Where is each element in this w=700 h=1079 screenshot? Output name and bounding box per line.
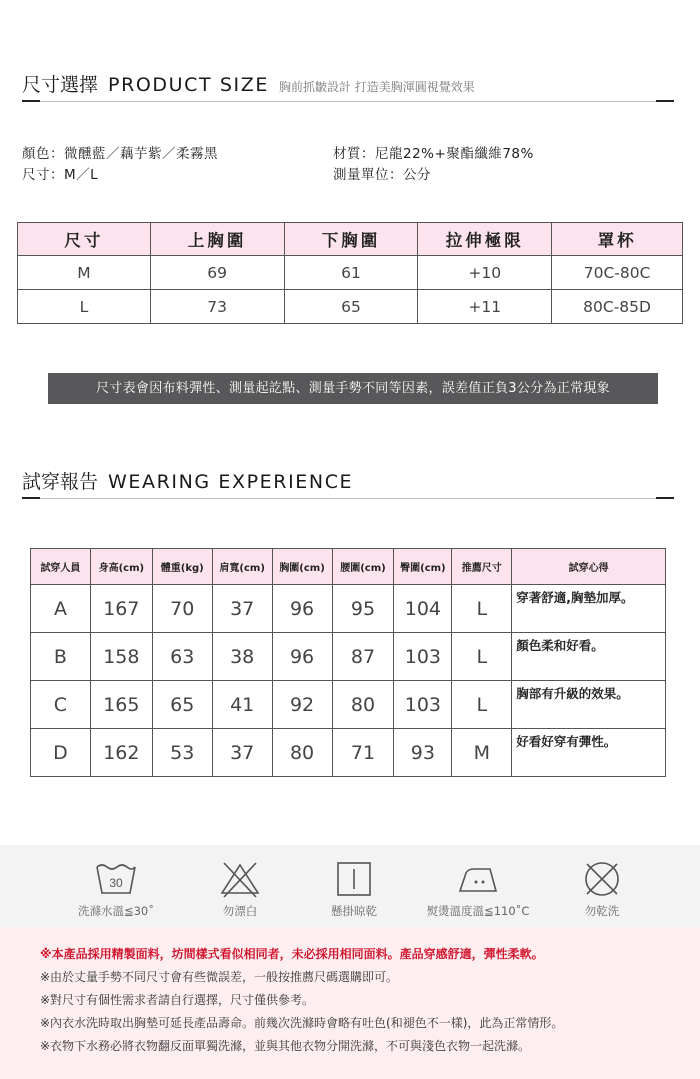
wear-header-cell: 試穿心得 — [512, 549, 666, 585]
table-row — [31, 681, 666, 729]
size-section-subtitle: 胸前抓皺設計 打造美胸渾圓視覺效果 — [278, 80, 475, 94]
wear-table-header-row — [31, 549, 666, 585]
table-cell: 65 — [284, 290, 418, 324]
table-cell: 92 — [272, 681, 332, 729]
table-cell: 96 — [272, 585, 332, 633]
table-row — [31, 633, 666, 681]
wash-temp-label: 30 — [109, 876, 123, 890]
table-cell: 87 — [332, 633, 394, 681]
table-cell: A — [31, 585, 91, 633]
divider-cap-left — [22, 497, 40, 499]
spec-unit: 測量單位：公分 — [333, 167, 431, 183]
table-cell-comment: 穿著舒適,胸墊加厚。 — [512, 585, 666, 633]
table-cell: 80C-85D — [552, 290, 683, 324]
table-cell: 37 — [212, 729, 272, 777]
wear-header-cell: 推薦尺寸 — [452, 549, 512, 585]
size-section-header — [22, 70, 674, 97]
note-line: ※衣物下水務必將衣物翻反面單獨洗滌，並與其他衣物分開洗滌，不可與淺色衣物一起洗滌。 — [40, 1039, 531, 1053]
wash-30-icon — [51, 857, 181, 901]
no-bleach-icon — [175, 857, 305, 901]
table-cell: 162 — [90, 729, 152, 777]
wear-header-cell: 肩寬(cm) — [212, 549, 272, 585]
divider-cap-right — [656, 100, 674, 102]
table-row — [31, 585, 666, 633]
table-cell: 70 — [152, 585, 212, 633]
care-label: 勿漂白 — [222, 904, 258, 918]
table-cell: 63 — [152, 633, 212, 681]
table-row — [31, 729, 666, 777]
table-cell: D — [31, 729, 91, 777]
spec-right — [333, 144, 534, 186]
wear-header-cell: 身高(cm) — [90, 549, 152, 585]
table-cell: 71 — [332, 729, 394, 777]
wear-header-cell: 試穿人員 — [31, 549, 91, 585]
wear-header-cell: 體重(kg) — [152, 549, 212, 585]
care-label: 勿乾洗 — [584, 904, 620, 918]
table-row — [18, 256, 683, 290]
care-label: 熨燙溫度溫≦110˚C — [426, 904, 530, 918]
table-cell: +10 — [418, 256, 552, 290]
table-cell: 69 — [150, 256, 284, 290]
size-section-title-en: PRODUCT SIZE — [108, 74, 269, 96]
table-cell: 61 — [284, 256, 418, 290]
wear-section-header — [22, 467, 674, 494]
note-line-warning: ※本產品採用精製面料，坊間樣式看似相同者，未必採用相同面料。產品穿感舒適，彈性柔軟。 — [40, 947, 544, 961]
table-cell: 93 — [394, 729, 452, 777]
size-table — [17, 222, 683, 324]
spec-color: 顏色：微醺藍／藕芋紫／柔霧黑 — [22, 146, 218, 162]
size-header-cell: 下胸圍 — [284, 223, 418, 256]
care-item-noclean — [537, 845, 667, 919]
table-cell-comment: 顏色柔和好看。 — [512, 633, 666, 681]
table-cell: 103 — [394, 681, 452, 729]
divider-cap-right — [656, 497, 674, 499]
divider-cap-left — [22, 100, 40, 102]
size-section-title: 尺寸選擇 — [22, 74, 99, 96]
wear-header-cell: 胸圍(cm) — [272, 549, 332, 585]
size-tolerance-note: 尺寸表會因布料彈性、測量起訖點、測量手勢不同等因素，誤差值正負3公分為正常現象 — [48, 373, 658, 404]
size-header-cell: 罩杯 — [552, 223, 683, 256]
size-header-cell: 拉伸極限 — [418, 223, 552, 256]
table-cell: 96 — [272, 633, 332, 681]
wear-header-cell: 腰圍(cm) — [332, 549, 394, 585]
care-item-bleach — [175, 845, 305, 919]
table-cell: 103 — [394, 633, 452, 681]
table-cell: 73 — [150, 290, 284, 324]
table-cell: 80 — [272, 729, 332, 777]
table-cell: 167 — [90, 585, 152, 633]
note-line: ※內衣水洗時取出胸墊可延長產品壽命。前幾次洗滌時會略有吐色(和褪色不一樣)，此為正常情形。 — [40, 1016, 564, 1030]
table-cell: B — [31, 633, 91, 681]
table-cell: 37 — [212, 585, 272, 633]
size-table-header-row — [18, 223, 683, 256]
section-divider — [22, 101, 674, 102]
care-item-iron — [413, 845, 543, 919]
table-cell: 95 — [332, 585, 394, 633]
table-cell: +11 — [418, 290, 552, 324]
table-cell-comment: 胸部有升級的效果。 — [512, 681, 666, 729]
table-cell: L — [452, 585, 512, 633]
table-cell: L — [452, 681, 512, 729]
iron-low-icon — [413, 857, 543, 901]
size-header-cell: 上胸圍 — [150, 223, 284, 256]
product-notes — [0, 927, 700, 1079]
table-cell: 165 — [90, 681, 152, 729]
table-cell: M — [452, 729, 512, 777]
table-cell: L — [18, 290, 151, 324]
table-cell: M — [18, 256, 151, 290]
spec-material: 材質：尼龍22%+聚酯纖維78% — [333, 146, 534, 162]
wear-header-cell: 臀圍(cm) — [394, 549, 452, 585]
care-item-wash — [51, 845, 181, 919]
spec-left — [22, 144, 218, 186]
no-tumble-dry-icon — [537, 857, 667, 901]
note-line: ※對尺寸有個性需求者請自行選擇，尺寸僅供參考。 — [40, 993, 315, 1007]
spec-size: 尺寸：M／L — [22, 167, 99, 183]
table-cell: 158 — [90, 633, 152, 681]
care-label: 懸掛晾乾 — [331, 904, 377, 918]
wear-table — [30, 548, 666, 777]
note-line: ※由於丈量手勢不同尺寸會有些微誤差，一般按推薦尺碼選購即可。 — [40, 970, 399, 984]
care-item-dry — [289, 845, 419, 919]
table-cell: 38 — [212, 633, 272, 681]
table-cell: 41 — [212, 681, 272, 729]
care-label: 洗滌水溫≦30˚ — [77, 904, 155, 918]
table-cell: 80 — [332, 681, 394, 729]
section-divider — [22, 498, 674, 499]
table-cell: 70C-80C — [552, 256, 683, 290]
care-instructions — [0, 845, 700, 927]
size-header-cell: 尺寸 — [18, 223, 151, 256]
table-cell: L — [452, 633, 512, 681]
table-cell: 104 — [394, 585, 452, 633]
line-dry-icon — [289, 857, 419, 901]
table-cell: 53 — [152, 729, 212, 777]
table-cell-comment: 好看好穿有彈性。 — [512, 729, 666, 777]
table-row — [18, 290, 683, 324]
table-cell: 65 — [152, 681, 212, 729]
wear-section-title-en: WEARING EXPERIENCE — [108, 471, 354, 493]
wear-section-title: 試穿報告 — [22, 471, 99, 493]
table-cell: C — [31, 681, 91, 729]
